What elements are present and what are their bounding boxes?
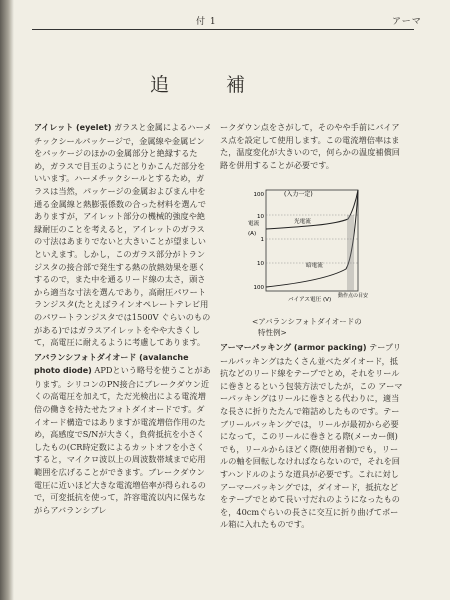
binding-shadow — [0, 0, 14, 600]
chart-ylabel: 電流 — [248, 221, 260, 227]
ytick-4: 10 — [257, 261, 264, 267]
entry-apd-heading: アバランシフォトダイオード (avalanche photo diode) — [34, 352, 189, 376]
chart-frame — [266, 190, 358, 291]
entry-eyelet — [34, 121, 212, 349]
ytick-2: 10 — [257, 214, 264, 220]
entry-eyelet-heading: アイレット (eyelet) — [34, 123, 112, 132]
chart-caption — [252, 316, 402, 338]
ytick-1: 100 — [253, 192, 264, 198]
left-column — [34, 121, 212, 516]
entry-apd-body: APDという略号を使うことがあります。シリコンのPN接合にブレークダウン近くの高電圧を加えて，ただ光検出による電流増倍の働きを持たせたフォトダイオードです。ダイオード構造ではありますが電流増倍作用のため，高感度でS/Nが大きく，負荷抵抗を小さくしたもの(CR時定数によるカットオフを小さくすると，マイクロ波以上の周波数帯域まで応用範囲を広げることができます。ブレークダウン電圧に近いほど大きな電流増倍率が得られるので，可変抵抗を使って，許容電流以内に保ちながらアバランシブレ — [34, 365, 211, 515]
header-rule — [32, 29, 414, 30]
title-char-1: 追 — [150, 74, 172, 96]
chart-caption-line1: <アバランシフォトダイオードの — [252, 317, 362, 326]
entry-armor-body: テープリールパッキングはたくさん並べたダイオード，抵抗などのリード線をテープでとめ，それをリールに巻きとるという包装方法でしたが，この アーマーパッキングはリールに巻きとる代わりに，適当な長さに折りたたんで箱詰めしたものです。テーブリールパッキングでは，リールが最初から必要になって，このリールに巻きとる際(メーカー側)でも，リールからほどく際(使用者側)でも，リールの軸を回転しなければならないので，それを回すハンドルのような道具が必要です。これに対しアーマーパッキングでは，ダイオード，抵抗などをテープでとめて長い寸だれのようになったものを，40cmぐらいの長さに交互に折り曲げてボール箱に入れたものです。 — [220, 342, 403, 530]
entry-eyelet-body: ガラスと金属によるハーメチックシールパッケージで，金属線や金属ピンをパッケージのほかの金属部分と絶縁するため，ガラスで目玉のようにとりかこんだ部分をいいます。ハーメチックシールとするため，ガラスは当然，パッケージの金属およびまん中を通る金属線と熱膨張係数の合った材料を選んでありますが，アイレット部分の機械的強度や絶縁耐圧のことを考えると，アイレットのガラスの寸法はあまりでないと大きいことが望ましいといえます。しかし，このガラス部分がトランジスタの接合部で発生する熱の放熱効果を悪くするので，また中を通るリード線の太さ，頭さから適当な寸法を選んであり，高耐圧パワートランジスタ(たとえばラインオペレートテレビ用のパワートランジスタでは1500V ぐらいのものがある)ではガラスアイレットをやや大きくして，高電圧に耐えるように考慮してあります。 — [34, 122, 212, 348]
operating-region — [347, 215, 354, 291]
title-char-2: 補 — [226, 74, 248, 96]
running-header-page: 付 1 — [196, 17, 217, 27]
chart-y-note: (入力一定) — [284, 191, 313, 198]
chart-x-annotation: 動作点の目安 — [338, 293, 369, 299]
entry-armor-heading: アーマーパッキング (armor packing) — [220, 343, 367, 352]
running-header-section: アーマ — [392, 17, 422, 27]
series-darkcurrent — [266, 190, 358, 287]
ytick-5: 100 — [253, 285, 264, 291]
entry-apd-continued: ークダウン点をさがして，そのやや手前にバイアス点を設定して使用します。この電流増倍率はまた，温度変化が大きいので，何らかの温度補償回路を併用することが必要です。 — [220, 122, 400, 170]
chart-yticks — [254, 192, 265, 291]
series-label-photo: 光電流 — [294, 219, 311, 225]
apd-characteristic-chart — [238, 183, 388, 311]
right-column-armor — [220, 341, 406, 531]
series-label-dark: 暗電流 — [306, 263, 323, 269]
chart-xlabel: バイアス電圧 (V) — [288, 297, 332, 303]
chart-caption-line2: 特性例> — [258, 328, 287, 337]
entry-apd — [34, 351, 212, 517]
ytick-3: 1 — [260, 237, 264, 243]
chart-yunit: (A) — [248, 231, 257, 237]
right-column-continuation — [220, 121, 406, 171]
entry-armor — [220, 341, 406, 531]
